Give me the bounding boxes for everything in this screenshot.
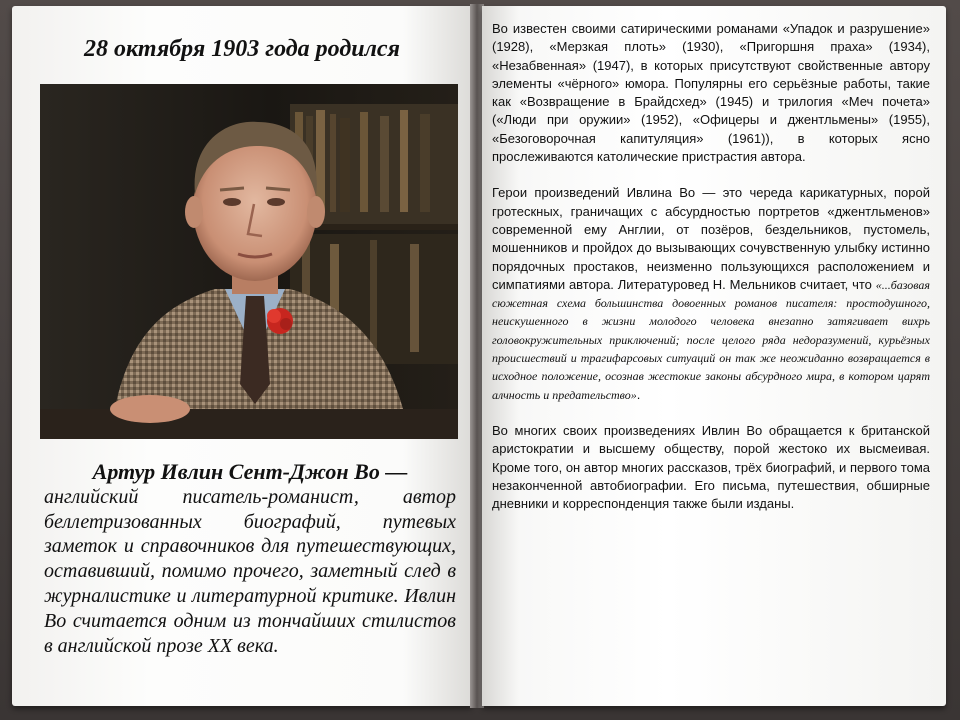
paragraph-heroes (492, 184, 930, 404)
right-page (482, 6, 946, 706)
paragraph-novels: Во известен своими сатирическими романами «Упадок и разрушение» (1928), «Мерзкая плоть» (1930), «Пригоршня праха» (1934), «Незабвенная» (1947), в которых присутствуют свойственные автору элементы «чёрного» юмора. Популярны его серьёзные работы, такие как «Возвращение в Брайдсхед» (1945) и трилогия «Меч почета» («Люди при оружии» (1952), «Офицеры и джентльмены» (1955), «Безоговорочная капитуляция» (1961)), в которых ясно прослеживаются католические пристрастия автора. (492, 21, 930, 165)
biography-text (492, 20, 930, 531)
paragraph-heroes-text: Герои произведений Ивлина Во — это череда карикатурных, порой гротескных, граничащих с абсурдностью портретов «джентльменов» современной ему Англии, от позёров, бездельников, пустомель, мошенников и пройдох до вызывающих сочувственную улыбку истинно порядочных простаков, неизменно пользующихся расположением и симпатиями автора. Литературовед Н. Мельников считает, что (492, 185, 930, 292)
paragraph-heroes-tail: . (636, 386, 641, 402)
paragraph-aristocracy: Во многих своих произведениях Ивлин Во обращается к британской аристократии и высшему обществу, порой жестоко их высмеивая. Кроме того, он автор многих рассказов, трёх биографий, и первого тома незаконченной автобиографии. Его письма, путешествия, обширные дневники и корреспонденция также были изданы. (492, 422, 930, 512)
melnikov-quote: «...базовая сюжетная схема большинства довоенных романов писателя: простодушного, неискушенного в жизни молодого человека внезапно затягивает вихрь головокружительных приключений; после целого ряда недоразумений, курьёзных происшествий и трагифарсовых ситуаций он так же неожиданно возвращается в исходное положение, осознав жестокие законы абсурдного мира, в котором царят алчность и предательство» (492, 277, 930, 402)
author-caption (44, 460, 456, 658)
left-page (12, 6, 472, 706)
author-portrait (40, 84, 458, 439)
author-name: Артур Ивлин Сент-Джон Во — (92, 459, 408, 484)
author-description: английский писатель-романист, автор беллетризованных биографий, путевых заметок и справочников для путешествующих, оставивший, помимо прочего, заметный след в журналистике и литературной критике. Ивлин Во считается одним из тончайших стилистов в английской прозе XX века. (44, 485, 456, 657)
portrait-image (40, 84, 458, 439)
page-heading: 28 октября 1903 года родился (84, 36, 400, 62)
